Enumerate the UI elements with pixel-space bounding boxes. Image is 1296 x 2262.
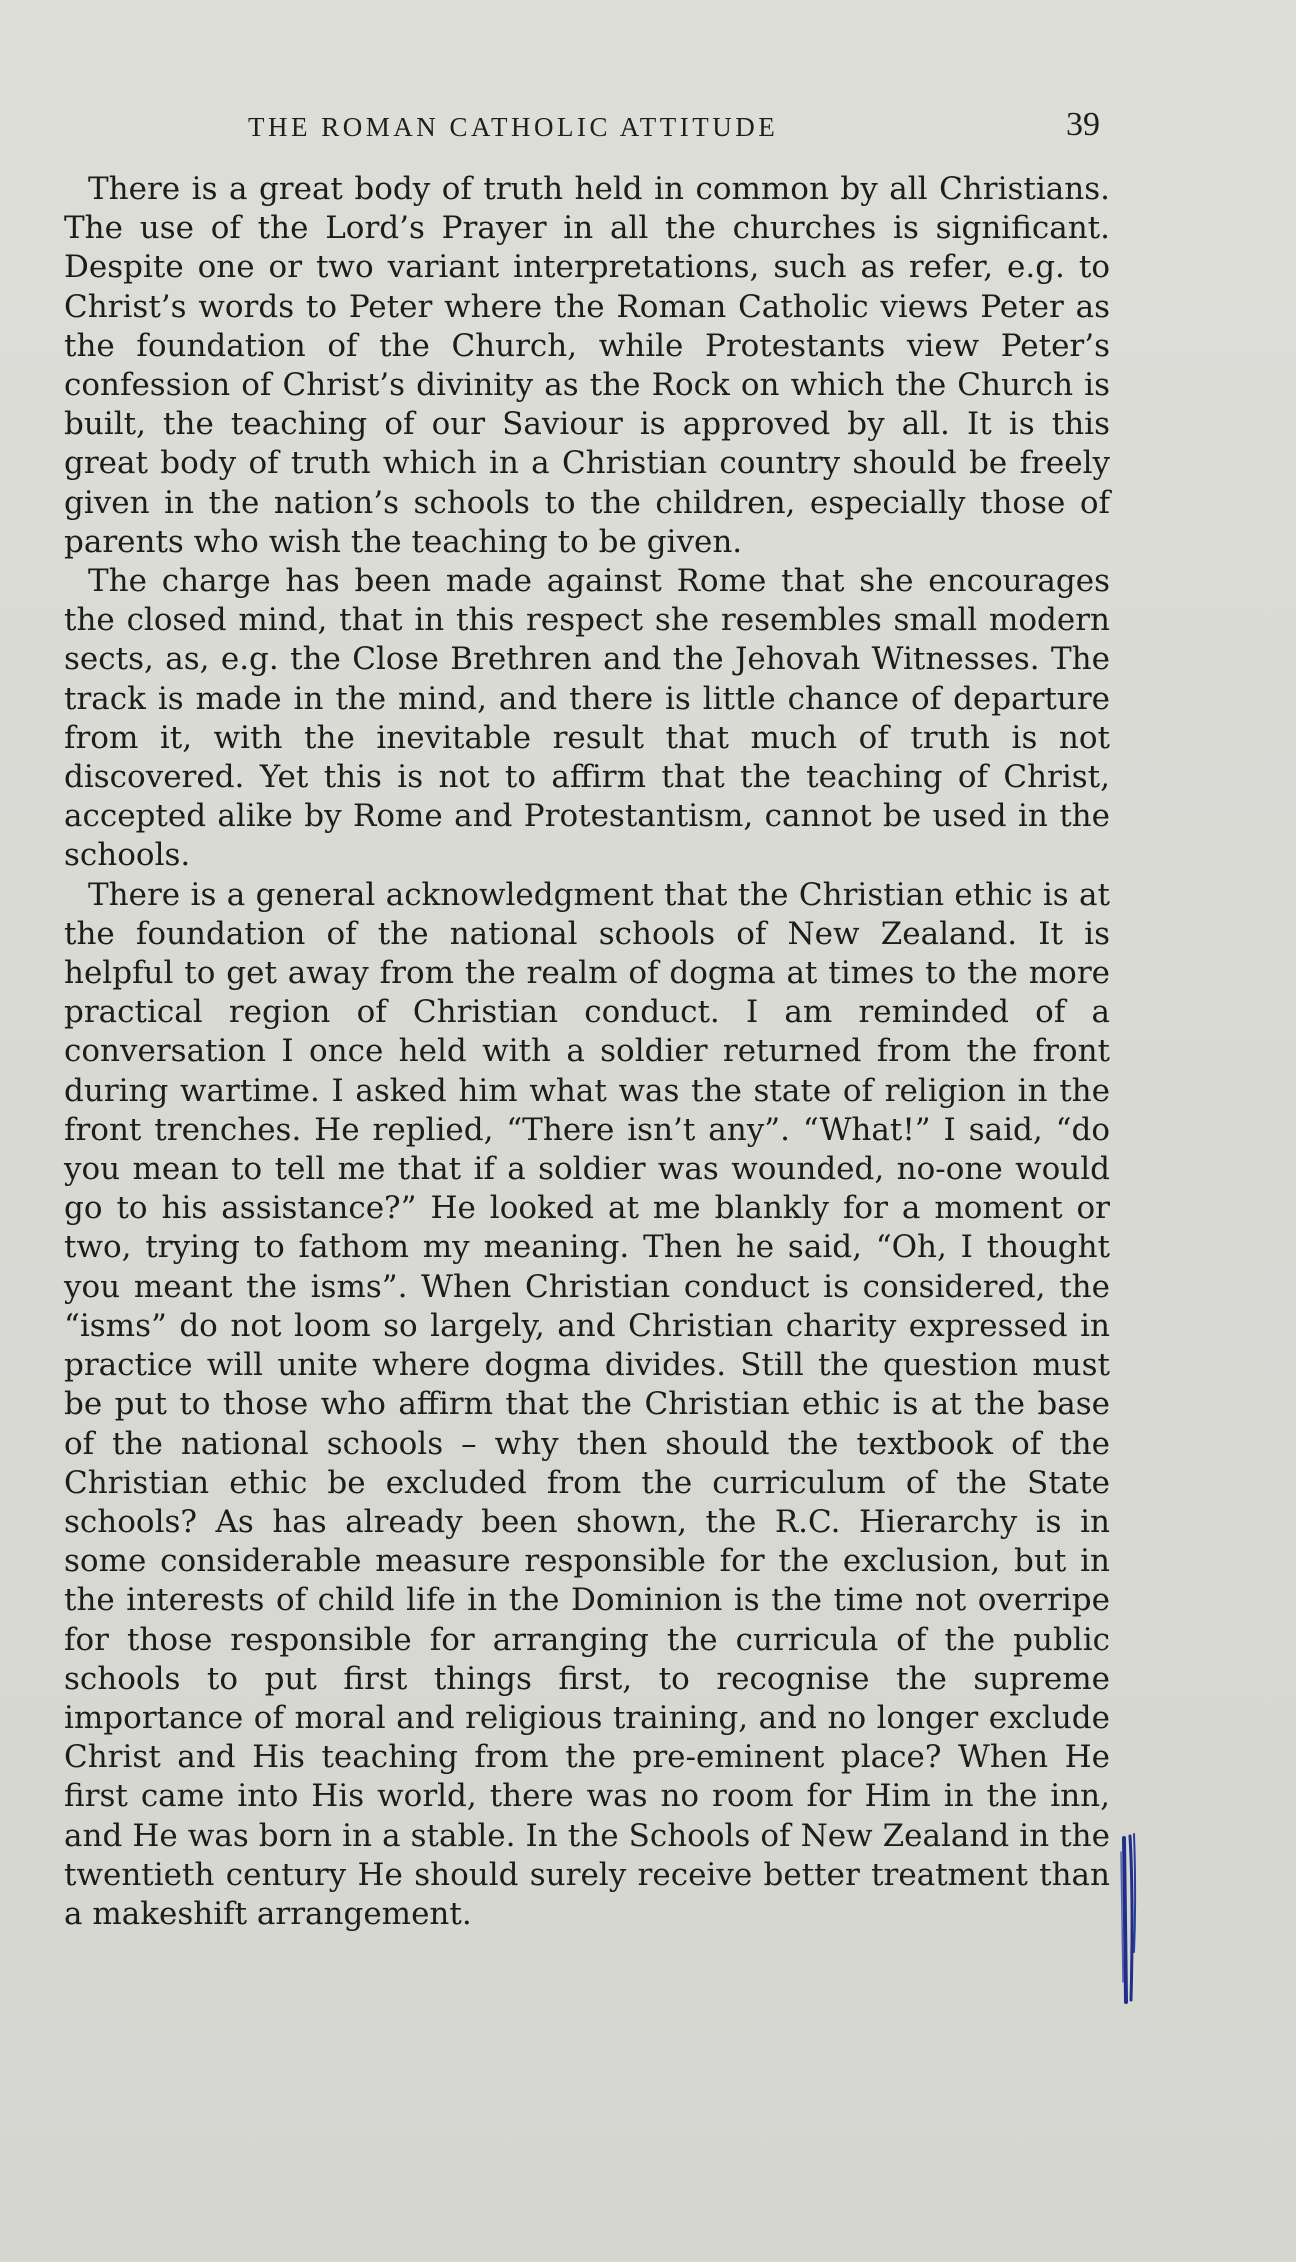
paragraph-3: There is a general acknowledgment that the Christian ethic is at the foundation of the national schools of New Zealand. It is helpful to get away from the realm of dogma at times to the more practical region of Christian conduct. I am reminded of a conversation I once held with a soldier returned from the front during wartime. I asked him what was the state of religion in the front trenches. He replied, “There isn’t any”. “What!” I said, “do you mean to tell me that if a soldier was wounded, no-one would go to his assistance?” He looked at me blankly for a moment or two, trying to fathom my meaning. Then he said, “Oh, I thought you meant the isms”. When Christian conduct is considered, the “isms” do not loom so largely, and Christian charity expressed in practice will unite where dogma divides. Still the question must be put to those who affirm that the Christian ethic is at the base of the national schools – why then should the textbook of the Christian ethic be excluded from the curriculum of the State schools? As has already been shown, the R.C. Hierarchy is in some considerable measure responsible for the exclusion, but in the interests of child life in the Dominion is the time not overripe for those responsible for arranging the curricula of the public schools to put first things first, to recognise the supreme importance of moral and religious training, and no longer exclude Christ and His teaching from the pre-eminent place? When He first came into His world, there was no room for Him in the inn, and He was born in a stable. In the Schools of New Zealand in the twentieth century He should surely receive better treatment than a makeshift arrangement.	[64, 876, 1110, 1932]
running-title: THE ROMAN CATHOLIC ATTITUDE	[248, 112, 779, 142]
page-number: 39	[1066, 106, 1100, 143]
margin-pen-mark-icon	[1114, 1832, 1144, 2012]
body-text	[64, 170, 1110, 1934]
paragraph-1: There is a great body of truth held in common by all Christians. The use of the Lord’s Prayer in all the churches is significant. Despite one or two variant interpretations, such as refer, e.g. to Christ’s words to Peter where the Roman Catholic views Peter as the foundation of the Church, while Protestants view Peter’s confession of Christ’s divinity as the Rock on which the Church is built, the teaching of our Saviour is approved by all. It is this great body of truth which in a Christian country should be freely given in the nation’s schools to the children, especially those of parents who wish the teaching to be given.	[64, 171, 1110, 560]
paragraph-2: The charge has been made against Rome that she encourages the closed mind, that in this respect she resembles small modern sects, as, e.g. the Close Brethren and the Jehovah Witnesses. The track is made in the mind, and there is little chance of departure from it, with the inevitable result that much of truth is not discovered. Yet this is not to affirm that the teaching of Christ, accepted alike by Rome and Protestantism, cannot be used in the schools.	[64, 563, 1110, 874]
